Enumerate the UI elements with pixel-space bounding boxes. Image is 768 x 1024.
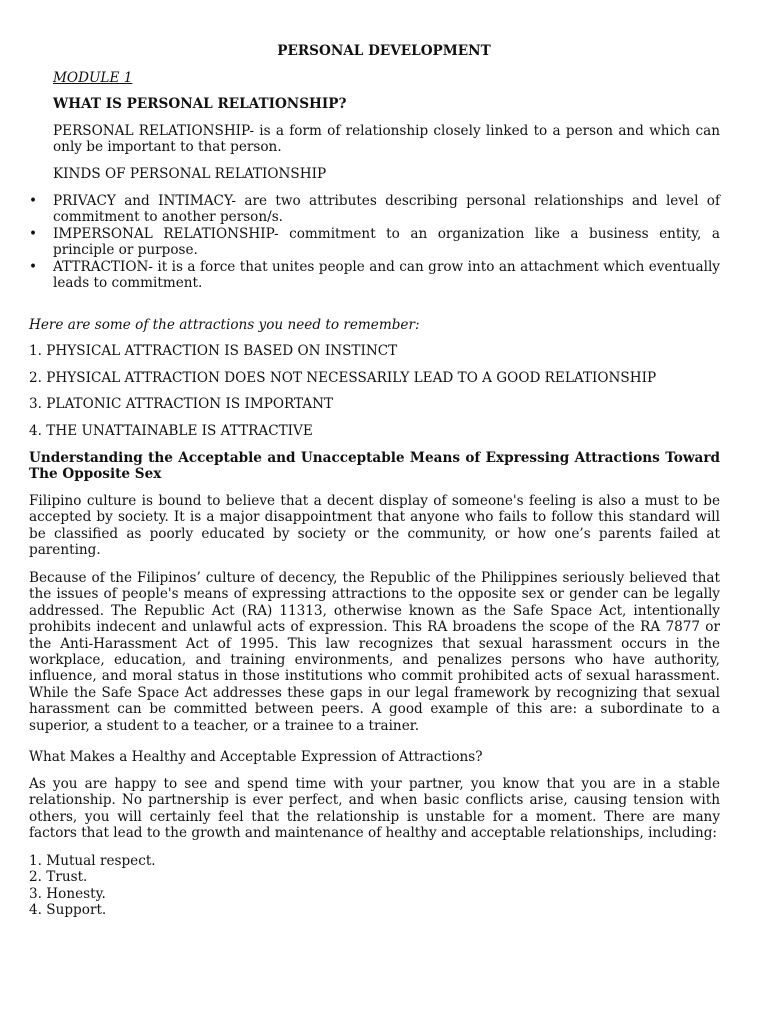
healthy-expression-question: What Makes a Healthy and Acceptable Expression of Attractions? [29,749,483,765]
list-item [29,259,720,292]
safe-space-act-paragraph: Because of the Filipinos’ culture of decency, the Republic of the Philippines seriously believed that the issues of people's means of expressing attractions to the opposite sex or gender can be legally addressed. The Republic Act (RA) 11313, otherwise known as the Safe Space Act, intentionally prohibits indecent and unlawful acts of expression. This RA broadens the scope of the RA 7877 or the Anti-Harassment Act of 1995. This law recognizes that sexual harassment occurs in the workplace, education, and training environments, and penalizes persons who have authority, influence, and moral status in those institutions who commit prohibited acts of sexual harassment. While the Safe Space Act addresses these gaps in our legal framework by recognizing that sexual harassment can be committed between peers. A good example of this are: a subordinate to a superior, a student to a teacher, or a trainee to a trainer. [29,570,720,734]
document-title: PERSONAL DEVELOPMENT [277,43,491,59]
bullet-icon: • [29,225,38,242]
attraction-item: 4. THE UNATTAINABLE IS ATTRACTIVE [29,423,313,439]
understanding-heading: Understanding the Acceptable and Unacceptable Means of Expressing Attractions Toward The Opposite Sex [29,450,720,483]
factor-item: 4. Support. [29,902,107,919]
kinds-list [29,193,720,291]
list-item-text: ATTRACTION- it is a force that unites people and can grow into an attachment which eventually leads to commitment. [53,258,720,292]
culture-paragraph: Filipino culture is bound to believe that a decent display of someone's feeling is also a must to be accepted by society. It is a major disappointment that anyone who fails to follow this standard will be classified as poorly educated by society or the community, or how one’s parents failed at parenting. [29,493,720,559]
list-item-text: IMPERSONAL RELATIONSHIP- commitment to an organization like a business entity, a principle or purpose. [53,225,720,259]
list-item [29,226,720,259]
factor-item: 3. Honesty. [29,885,106,902]
attraction-item: 2. PHYSICAL ATTRACTION DOES NOT NECESSARILY LEAD TO A GOOD RELATIONSHIP [29,370,657,386]
definition-paragraph: PERSONAL RELATIONSHIP- is a form of relationship closely linked to a person and which can only be important to that person. [53,123,720,156]
section-question: WHAT IS PERSONAL RELATIONSHIP? [53,96,347,112]
attraction-item: 3. PLATONIC ATTRACTION IS IMPORTANT [29,396,334,412]
attraction-item: 1. PHYSICAL ATTRACTION IS BASED ON INSTINCT [29,343,398,359]
factor-item: 1. Mutual respect. [29,853,156,869]
list-item-text: PRIVACY and INTIMACY- are two attributes describing personal relationships and level of commitment to another person/s. [53,193,720,226]
bullet-icon: • [29,193,38,209]
bullet-icon: • [29,258,38,275]
attractions-intro: Here are some of the attractions you need to remember: [29,317,420,333]
list-item [29,193,720,226]
healthy-relationship-paragraph: As you are happy to see and spend time with your partner, you know that you are in a stable relationship. No partnership is ever perfect, and when basic conflicts arise, causing tension with others, you will certainly feel that the relationship is unstable for a moment. There are many factors that lead to the growth and maintenance of healthy and acceptable relationships, including: [29,776,720,842]
module-label: MODULE 1 [53,70,133,86]
kinds-heading: KINDS OF PERSONAL RELATIONSHIP [53,166,327,182]
factor-item: 2. Trust. [29,869,88,886]
factors-list [29,853,720,919]
